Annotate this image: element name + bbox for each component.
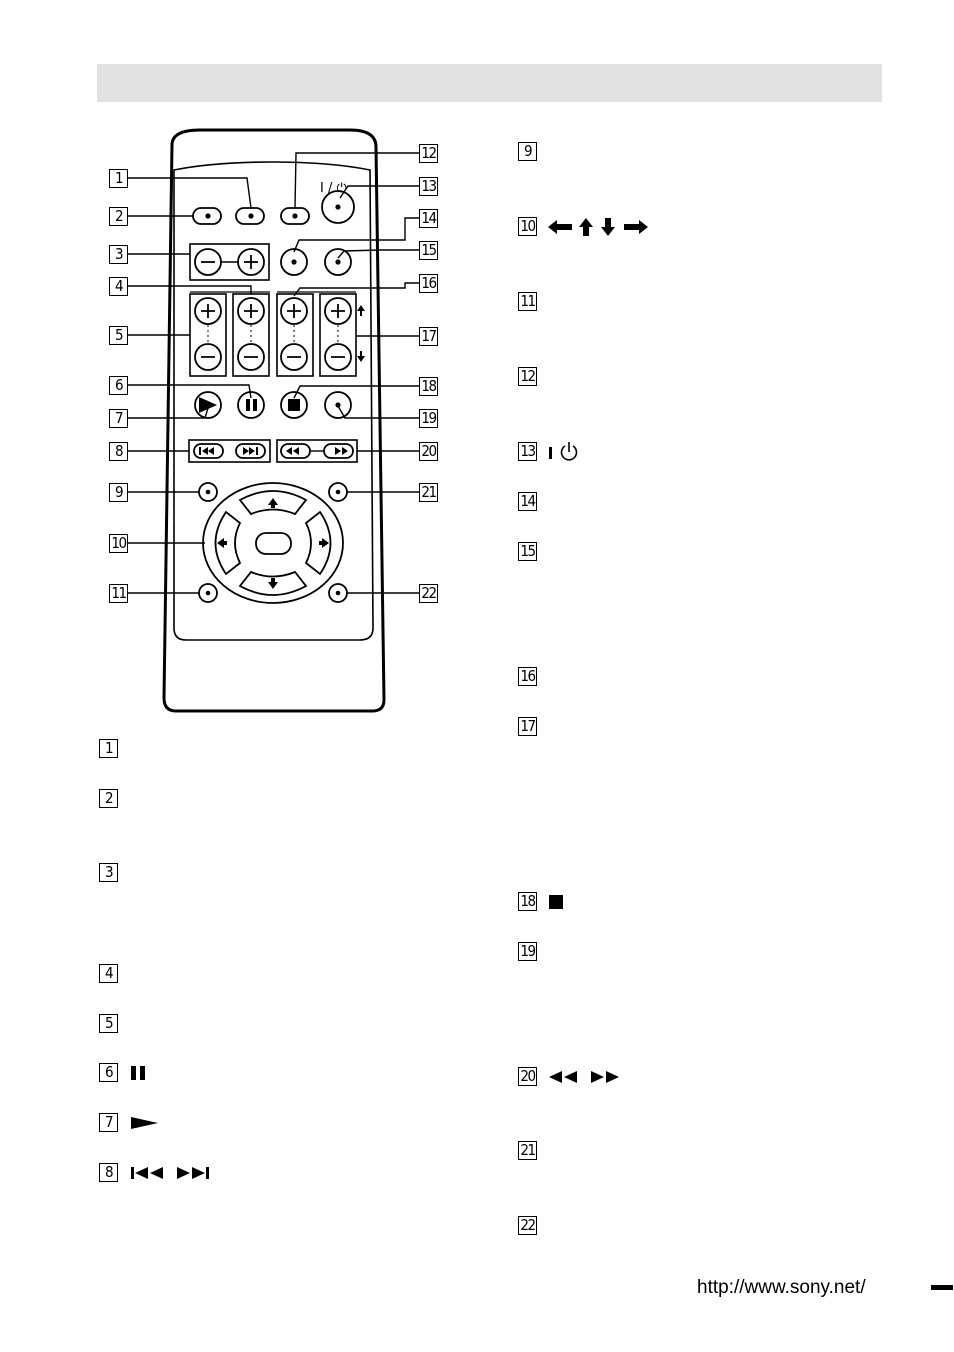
legend-number-5: 5 <box>99 1014 118 1033</box>
arrows-icon <box>548 217 652 237</box>
rewind-forward-icon <box>548 1067 624 1087</box>
callout-2: 2 <box>109 207 128 226</box>
legend-number-10: 10 <box>518 217 537 236</box>
legend-number-12: 12 <box>518 367 537 386</box>
legend-number-14: 14 <box>518 492 537 511</box>
callout-21: 21 <box>419 483 438 502</box>
legend-number-9: 9 <box>518 142 537 161</box>
legend-number-6: 6 <box>99 1063 118 1082</box>
pause-icon <box>130 1063 150 1083</box>
legend-number-19: 19 <box>518 942 537 961</box>
legend-number-18: 18 <box>518 892 537 911</box>
callout-1: 1 <box>109 169 128 188</box>
legend-number-8: 8 <box>99 1163 118 1182</box>
callout-14: 14 <box>419 209 438 228</box>
callout-16: 16 <box>419 274 438 293</box>
legend-number-2: 2 <box>99 789 118 808</box>
callout-6: 6 <box>109 376 128 395</box>
callout-22: 22 <box>419 584 438 603</box>
legend-number-7: 7 <box>99 1113 118 1132</box>
legend-number-3: 3 <box>99 863 118 882</box>
callout-17: 17 <box>419 327 438 346</box>
legend-number-11: 11 <box>518 292 537 311</box>
legend-number-17: 17 <box>518 717 537 736</box>
legend-number-16: 16 <box>518 667 537 686</box>
legend-number-4: 4 <box>99 964 118 983</box>
callout-12: 12 <box>419 144 438 163</box>
callout-15: 15 <box>419 241 438 260</box>
callout-5: 5 <box>109 326 128 345</box>
legend-number-13: 13 <box>518 442 537 461</box>
callout-8: 8 <box>109 442 128 461</box>
callout-9: 9 <box>109 483 128 502</box>
callout-3: 3 <box>109 245 128 264</box>
callout-7: 7 <box>109 409 128 428</box>
callout-11: 11 <box>109 584 128 603</box>
prev-next-icon <box>130 1163 216 1183</box>
callout-20: 20 <box>419 442 438 461</box>
callout-18: 18 <box>419 377 438 396</box>
callout-13: 13 <box>419 177 438 196</box>
legend-number-20: 20 <box>518 1067 537 1086</box>
stop-icon <box>548 892 568 912</box>
callout-4: 4 <box>109 277 128 296</box>
remote-power-label: I / ⏻ <box>320 181 347 196</box>
legend-number-22: 22 <box>518 1216 537 1235</box>
dpad-center <box>256 533 291 554</box>
page-edge-mark <box>931 1285 953 1290</box>
callout-10: 10 <box>109 534 128 553</box>
legend-number-1: 1 <box>99 739 118 758</box>
legend-number-15: 15 <box>518 542 537 561</box>
play-icon <box>130 1113 160 1133</box>
power-icon <box>548 441 580 461</box>
callout-19: 19 <box>419 409 438 428</box>
legend-number-21: 21 <box>518 1141 537 1160</box>
footer-url[interactable]: http://www.sony.net/ <box>697 1277 866 1298</box>
